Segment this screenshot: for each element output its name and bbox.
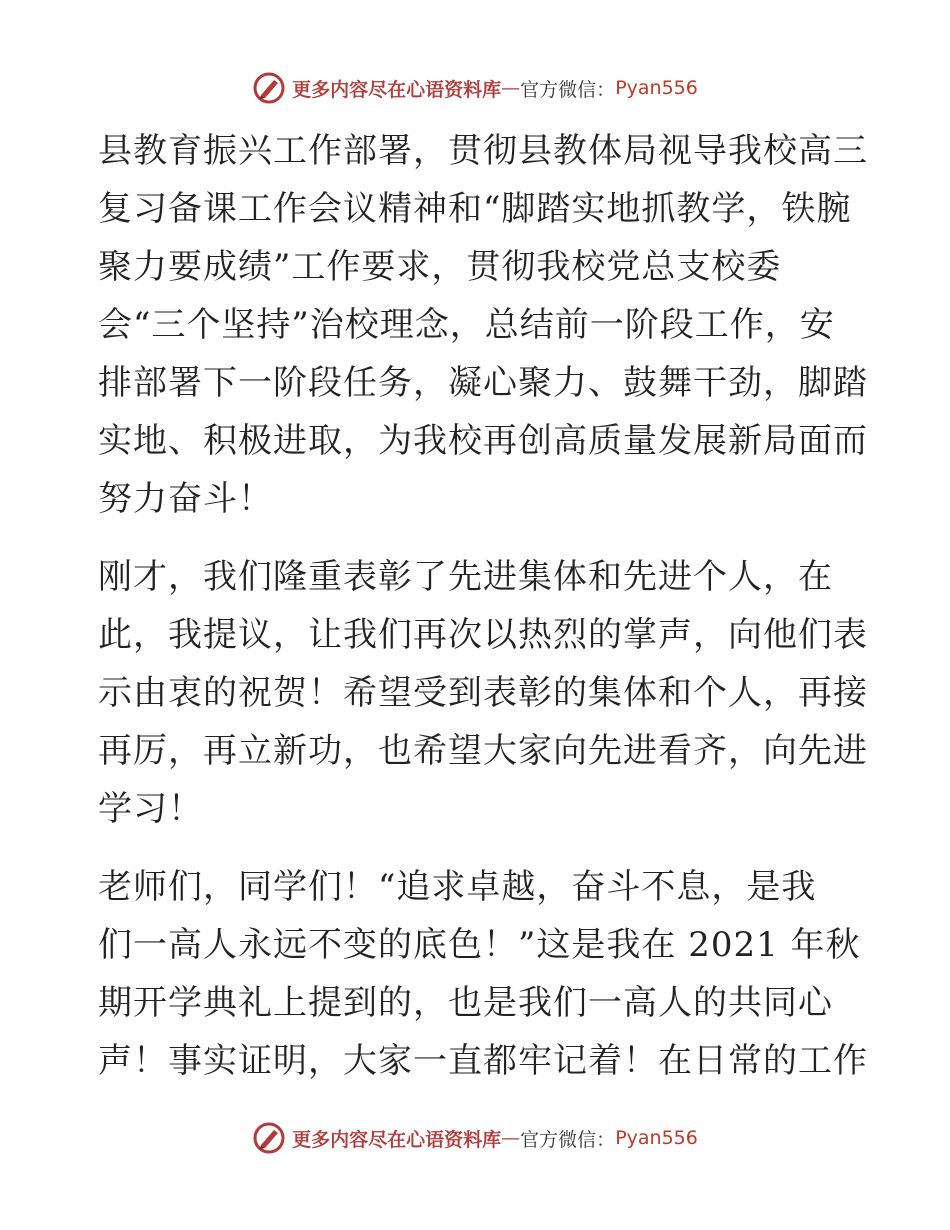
text-line: 努力奋斗！ — [98, 479, 273, 519]
pen-logo-icon — [252, 71, 286, 105]
text-line: 声！事实证明，大家一直都牢记着！在日常的工作 — [98, 1041, 868, 1081]
watermark-official-label: 官方微信： — [520, 1128, 616, 1151]
document-body — [98, 122, 868, 1090]
watermark-wechat-id: Pyan556 — [615, 1127, 698, 1149]
text-line: 复习备课工作会议精神和“脚踏实地抓教学，铁腕 — [98, 189, 852, 229]
pen-logo-icon — [252, 1121, 286, 1155]
watermark-wechat-id: Pyan556 — [615, 77, 698, 99]
text-line: 会“三个坚持”治校理念，总结前一阶段工作，安 — [98, 305, 835, 345]
watermark-dash: — — [501, 1127, 521, 1149]
text-line: 们一高人永远不变的底色！”这是我在 2021 年秋 — [98, 925, 861, 965]
header-watermark — [0, 68, 950, 108]
text-line: 刚才，我们隆重表彰了先进集体和先进个人，在 — [98, 557, 833, 597]
paragraph-3 — [98, 858, 868, 1090]
text-line: 期开学典礼上提到的，也是我们一高人的共同心 — [98, 983, 833, 1023]
text-line: 聚力要成绩”工作要求，贯彻我校党总支校委 — [98, 247, 782, 287]
paragraph-1 — [98, 122, 868, 528]
paragraph-2 — [98, 548, 868, 838]
text-line: 再厉，再立新功，也希望大家向先进看齐，向先进 — [98, 731, 868, 771]
text-line: 实地、积极进取，为我校再创高质量发展新局面而 — [98, 421, 868, 461]
footer-watermark — [0, 1118, 950, 1158]
text-line: 此，我提议，让我们再次以热烈的掌声，向他们表 — [98, 615, 868, 655]
text-line: 老师们，同学们！“追求卓越，奋斗不息，是我 — [98, 867, 817, 907]
text-line: 县教育振兴工作部署，贯彻县教体局视导我校高三 — [98, 131, 868, 171]
text-line: 排部署下一阶段任务，凝心聚力、鼓舞干劲，脚踏 — [98, 363, 868, 403]
watermark-official-label: 官方微信： — [520, 78, 616, 101]
watermark-site-name: 更多内容尽在心语资料库 — [292, 1128, 502, 1151]
text-line: 示由衷的祝贺！希望受到表彰的集体和个人，再接 — [98, 673, 868, 713]
watermark-dash: — — [501, 77, 521, 99]
watermark-site-name: 更多内容尽在心语资料库 — [292, 78, 502, 101]
text-line: 学习！ — [98, 789, 203, 829]
